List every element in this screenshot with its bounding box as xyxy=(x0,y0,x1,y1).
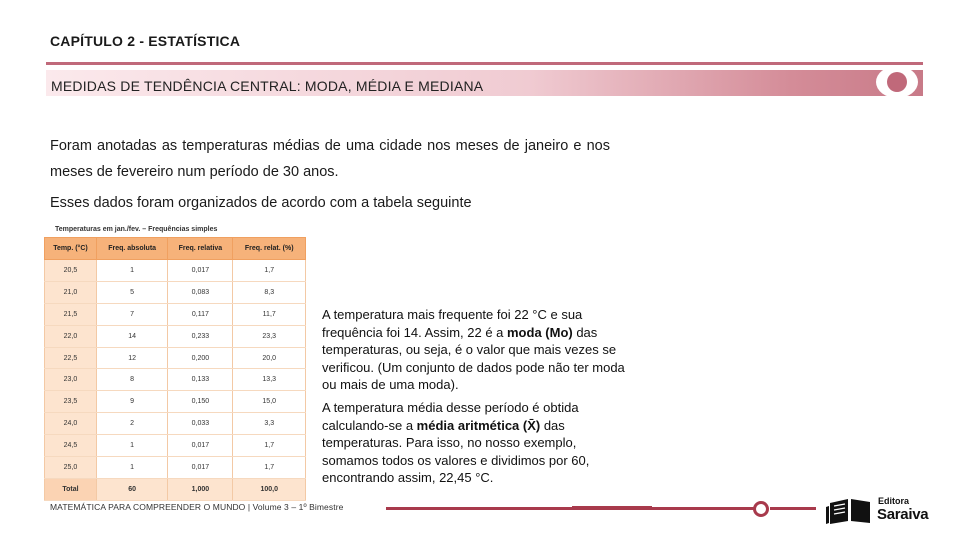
cell-relative-percent: 11,7 xyxy=(233,303,306,325)
table-intro-paragraph: Esses dados foram organizados de acordo com a tabela seguinte xyxy=(50,195,472,211)
intro-paragraph: Foram anotadas as temperaturas médias de uma cidade nos meses de janeiro e nos meses de fevereiro num período de 30 anos. xyxy=(50,138,610,180)
cell-absolute-frequency: 1 xyxy=(96,435,167,457)
mean-term: média aritmética (X̄) xyxy=(416,417,541,433)
cell-temperature: 25,0 xyxy=(45,457,97,479)
banner-top-line xyxy=(46,62,923,65)
cell-temperature: 23,0 xyxy=(45,369,97,391)
cell-temperature: 21,5 xyxy=(45,303,97,325)
mode-paragraph: A temperatura mais frequente foi 22 °C e sua frequência foi 14. Assim, 22 é a moda (Mo) das temperaturas, ou seja, é o valor que mais vezes se verificou. (Um conjunto de dados pode não ter moda ou mais de uma moda). xyxy=(322,307,625,393)
header-relative-frequency: Freq. relativa xyxy=(168,238,233,260)
cell-temperature: 24,0 xyxy=(45,413,97,435)
cell-absolute-frequency: 5 xyxy=(96,281,167,303)
total-cell-absolute-frequency: 60 xyxy=(96,478,167,500)
cell-absolute-frequency: 1 xyxy=(96,260,167,282)
total-cell-temperature: Total xyxy=(45,478,97,500)
cell-relative-frequency: 0,017 xyxy=(168,260,233,282)
total-cell-relative-percent: 100,0 xyxy=(233,478,306,500)
footer-line-end xyxy=(770,507,816,510)
cell-relative-percent: 8,3 xyxy=(233,281,306,303)
table-header-row xyxy=(45,238,306,260)
cell-temperature: 23,5 xyxy=(45,391,97,413)
cell-absolute-frequency: 14 xyxy=(96,325,167,347)
cell-relative-frequency: 0,083 xyxy=(168,281,233,303)
footer-text: MATEMÁTICA PARA COMPREENDER O MUNDO | Volume 3 – 1º Bimestre xyxy=(50,502,344,512)
table-row xyxy=(45,435,306,457)
table-row xyxy=(45,391,306,413)
logo-publisher-label: Editora xyxy=(878,496,910,506)
cell-temperature: 20,5 xyxy=(45,260,97,282)
cell-relative-percent: 1,7 xyxy=(233,457,306,479)
table-caption: Temperaturas em jan./fev. – Frequências simples xyxy=(55,226,218,233)
table-row xyxy=(45,413,306,435)
chapter-title: CAPÍTULO 2 - ESTATÍSTICA xyxy=(50,33,241,49)
footer-line-accent xyxy=(572,506,652,510)
mean-paragraph: A temperatura média desse período é obtida calculando-se a média aritmética (X̄) das temperaturas. Para isso, no nosso exemplo, somamos todos os valores e dividimos por 60, encontrando assim, 22,45 °C. xyxy=(322,399,590,486)
cell-absolute-frequency: 12 xyxy=(96,347,167,369)
open-book-icon xyxy=(826,497,874,525)
mode-term: moda (Mo) xyxy=(507,324,573,340)
table-row xyxy=(45,457,306,479)
cell-relative-frequency: 0,133 xyxy=(168,369,233,391)
cell-relative-frequency: 0,150 xyxy=(168,391,233,413)
table-row xyxy=(45,260,306,282)
header-relative-percent: Freq. relat. (%) xyxy=(233,238,306,260)
total-cell-relative-frequency: 1,000 xyxy=(168,478,233,500)
cell-relative-frequency: 0,200 xyxy=(168,347,233,369)
cell-absolute-frequency: 1 xyxy=(96,457,167,479)
cell-relative-percent: 15,0 xyxy=(233,391,306,413)
table-row xyxy=(45,347,306,369)
cell-temperature: 24,5 xyxy=(45,435,97,457)
footer-circle-icon xyxy=(753,501,769,517)
table-total-row xyxy=(45,478,306,500)
logo-brand-name: Saraiva xyxy=(877,506,929,523)
frequency-table xyxy=(44,237,306,501)
banner-circle-dot xyxy=(887,72,907,92)
cell-temperature: 22,0 xyxy=(45,325,97,347)
cell-relative-frequency: 0,017 xyxy=(168,435,233,457)
cell-relative-percent: 20,0 xyxy=(233,347,306,369)
cell-absolute-frequency: 7 xyxy=(96,303,167,325)
editora-saraiva-logo xyxy=(826,494,941,526)
cell-temperature: 21,0 xyxy=(45,281,97,303)
cell-absolute-frequency: 2 xyxy=(96,413,167,435)
cell-absolute-frequency: 8 xyxy=(96,369,167,391)
section-title: MEDIDAS DE TENDÊNCIA CENTRAL: MODA, MÉDIA E MEDIANA xyxy=(51,78,484,94)
cell-relative-percent: 1,7 xyxy=(233,260,306,282)
table-row xyxy=(45,281,306,303)
cell-relative-frequency: 0,033 xyxy=(168,413,233,435)
cell-relative-percent: 3,3 xyxy=(233,413,306,435)
cell-relative-frequency: 0,233 xyxy=(168,325,233,347)
cell-relative-frequency: 0,117 xyxy=(168,303,233,325)
explanation-text xyxy=(322,306,627,492)
section-banner xyxy=(46,62,923,96)
table-row xyxy=(45,325,306,347)
cell-relative-percent: 13,3 xyxy=(233,369,306,391)
cell-relative-percent: 1,7 xyxy=(233,435,306,457)
cell-relative-percent: 23,3 xyxy=(233,325,306,347)
table-row xyxy=(45,303,306,325)
table-row xyxy=(45,369,306,391)
header-absolute-frequency: Freq. absoluta xyxy=(96,238,167,260)
footer-line xyxy=(386,507,754,510)
cell-temperature: 22,5 xyxy=(45,347,97,369)
cell-absolute-frequency: 9 xyxy=(96,391,167,413)
cell-relative-frequency: 0,017 xyxy=(168,457,233,479)
header-temperature: Temp. (°C) xyxy=(45,238,97,260)
